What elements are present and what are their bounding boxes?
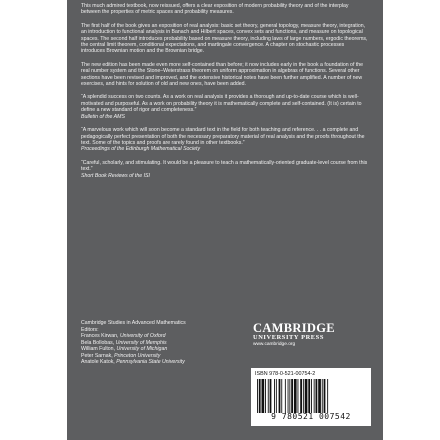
review-quote: “Careful, scholarly, and stimulating. It would be a pleasure to teach a mathematically-oriented graduate-level course from this text.” [81,159,368,173]
series-title: Cambridge Studies in Advanced Mathematics [81,320,186,326]
review-2 [81,127,369,153]
editor-affiliation: University of Michigan [116,346,168,352]
editor-affiliation: University of Memphis [115,339,167,346]
editor-name: Bela Bollobas, [81,339,115,346]
description-paragraph-2: The first half of the book gives an exposition of real analysis: basic set theory, general topology, measure theory, integration, an introduction to functional analysis in Banach and Hilbert spaces, convex sets and functions, and measure on topological spaces. The second half introduces probability based on measure theory, including laws of large numbers, ergodic theorems, the central limit theorem, conditional expectations, and martingale convergence. A chapter on stochastic processes introduces Brownian motion and the Brownian bridge. [81,22,368,55]
barcode-icon [255,379,367,413]
isbn-text: ISBN 978-0-521-00754-2 [255,371,316,377]
back-cover [67,0,383,440]
description-paragraph-3: The new edition has been made even more self-contained than before; it now includes early in the book a foundation of the real number system and the Stone–Weierstrass theorem on uniform approximation in algebras of functions. Several other sections have been revised and improved, and the extensive historical notes have been further amplified. A number of new exercises, and hints for solution of old and new ones, have been added. [81,61,364,88]
publisher-logo [253,322,373,348]
review-3 [81,160,369,179]
editor-entry [81,359,231,366]
review-source: Proceedings of the Edinburgh Mathematical Society [81,146,201,153]
publisher-name: CAMBRIDGE [253,321,335,335]
publisher-subname: UNIVERSITY PRESS [253,334,324,341]
editor-name: William Fulton, [81,346,116,352]
editor-name: Peter Sarnak, [81,352,113,359]
review-quote: “A marvelous work which will soon become a standard text in the field for both teaching and reference. . . a complete and pedagogically perfect presentation of both the necessary preparatory material of real analysis and the proofs throughout the text. Some of the topics and proofs are rarely found in other textbooks.” [81,127,365,146]
editor-affiliation: Princeton University [114,352,161,359]
editor-name: Frances Kirwan, [81,333,119,339]
cover-text [81,3,369,186]
review-quote: “A splendid success on two counts. As a work on real analysis it provides a thorough and up-to-date course which is well-motivated and purposeful. As a work on probability theory it is mathematically complete and self-contained. (It is) certain to define a new standard of rigor and completeness.” [81,94,362,114]
series-editors [81,320,231,366]
review-source: Bulletin of the AMS [81,113,125,120]
review-1 [81,94,369,120]
publisher-url: www.cambridge.org [253,342,296,347]
editor-affiliation: University of Oxford [119,333,166,339]
editor-name: Anatole Katok, [81,359,115,365]
editor-affiliation: Pennsylvania State University [116,359,185,365]
editors-label: Editors: [81,326,99,333]
review-source: Short Book Reviews of the ISI [81,172,150,179]
description-paragraph-1: This much admired textbook, now reissued, offers a clear exposition of modern probability theory and of the interplay between the properties of metric spaces and probability measures. [81,3,349,16]
barcode-panel [251,368,371,426]
barcode-digits: 9 780521 007542 [271,412,351,421]
